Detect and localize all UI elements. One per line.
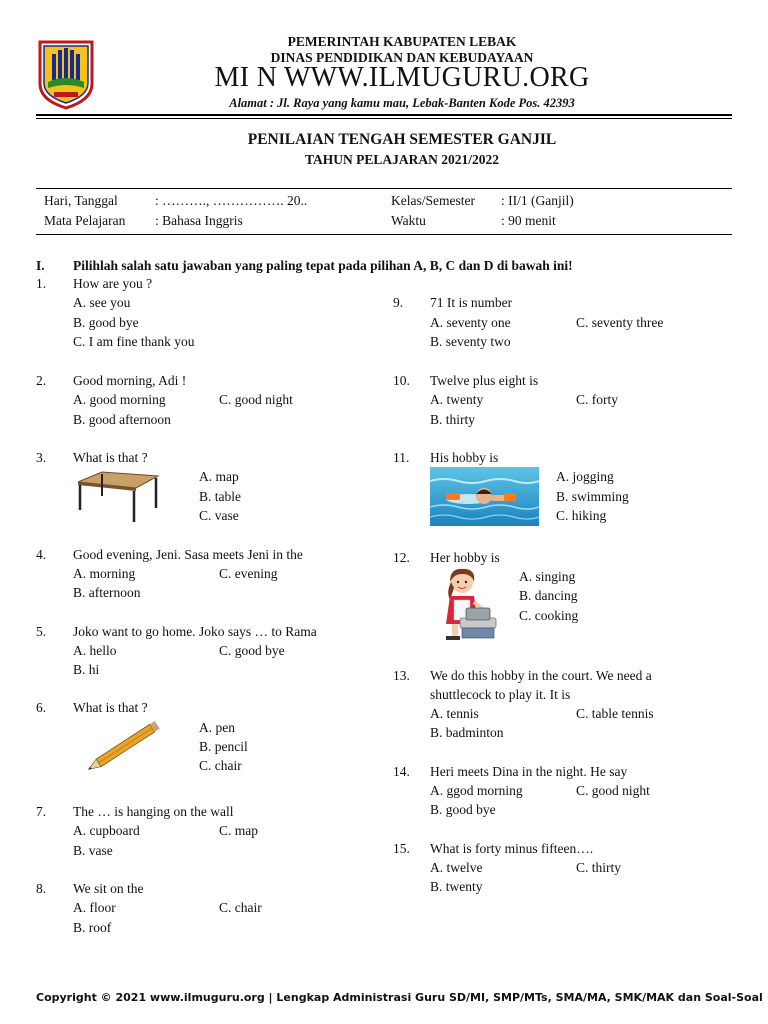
table-image — [74, 468, 160, 524]
info-rule-bottom — [36, 234, 732, 235]
q8-number: 8. — [36, 881, 47, 896]
q13-text-line2: shuttlecock to play it. It is — [430, 687, 571, 702]
q3-number: 3. — [36, 450, 47, 465]
q8-text: We sit on the — [73, 881, 144, 896]
q7-option-b: B. vase — [73, 843, 113, 858]
q12-number: 12. — [393, 550, 410, 565]
q14-option-b: B. good bye — [430, 802, 496, 817]
exam-year: TAHUN PELAJARAN 2021/2022 — [304, 152, 499, 167]
pencil-image — [80, 716, 168, 778]
q11-option-a: A. jogging — [556, 469, 614, 484]
header-department: DINAS PENDIDIKAN DAN KEBUDAYAAN — [270, 50, 534, 65]
q3-text: What is that ? — [73, 450, 148, 465]
subject-label: Mata Pelajaran — [44, 213, 126, 228]
q13-number: 13. — [393, 668, 410, 683]
q6-text: What is that ? — [73, 700, 148, 715]
q10-option-b: B. thirty — [430, 412, 476, 427]
q7-text: The … is hanging on the wall — [73, 804, 234, 819]
q4-text: Good evening, Jeni. Sasa meets Jeni in the — [73, 547, 303, 562]
q8-option-a: A. floor — [73, 900, 116, 915]
q1-option-c: C. I am fine thank you — [73, 334, 195, 349]
info-rule-top — [36, 188, 732, 189]
q2-option-b: B. good afternoon — [73, 412, 171, 427]
q10-text: Twelve plus eight is — [430, 373, 539, 388]
school-address: Alamat : Jl. Raya yang kamu mau, Lebak-Banten Kode Pos. 42393 — [229, 96, 575, 110]
class-value: : II/1 (Ganjil) — [501, 193, 574, 208]
q13-option-b: B. badminton — [430, 725, 504, 740]
q5-text: Joko want to go home. Joko says … to Rama — [73, 624, 317, 639]
q2-number: 2. — [36, 373, 47, 388]
q6-option-b: B. pencil — [199, 739, 248, 754]
q3-option-a: A. map — [199, 469, 239, 484]
q13-option-c: C. table tennis — [576, 706, 654, 721]
q10-option-c: C. forty — [576, 392, 618, 407]
q14-option-a: A. ggod morning — [430, 783, 523, 798]
swimming-image — [430, 467, 539, 526]
q1-option-a: A. see you — [73, 295, 131, 310]
q6-option-a: A. pen — [199, 720, 235, 735]
q8-option-b: B. roof — [73, 920, 112, 935]
instruction-text: Pilihlah salah satu jawaban yang paling tepat pada pilihan A, B, C dan D di bawah ini! — [73, 258, 573, 273]
q9-option-c: C. seventy three — [576, 315, 664, 330]
q9-text: 71 It is number — [430, 295, 513, 310]
q7-number: 7. — [36, 804, 47, 819]
header-government: PEMERINTAH KABUPATEN LEBAK — [287, 34, 517, 49]
q9-option-a: A. seventy one — [430, 315, 511, 330]
q2-text: Good morning, Adi ! — [73, 373, 187, 388]
class-label: Kelas/Semester — [391, 193, 475, 208]
q8-option-c: C. chair — [219, 900, 262, 915]
header-rule — [36, 114, 732, 116]
q14-number: 14. — [393, 764, 410, 779]
q5-option-a: A. hello — [73, 643, 117, 658]
q1-number: 1. — [36, 276, 47, 291]
q6-number: 6. — [36, 700, 47, 715]
instruction-number: I. — [36, 258, 45, 273]
q7-option-c: C. map — [219, 823, 258, 838]
q9-option-b: B. seventy two — [430, 334, 511, 349]
q12-text: Her hobby is — [430, 550, 500, 565]
q2-option-c: C. good night — [219, 392, 293, 407]
q4-option-c: C. evening — [219, 566, 278, 581]
subject-value: : Bahasa Inggris — [155, 213, 243, 228]
q5-option-b: B. hi — [73, 662, 100, 677]
q15-option-b: B. twenty — [430, 879, 483, 894]
q11-option-b: B. swimming — [556, 489, 629, 504]
school-name: MI N WWW.ILMUGURU.ORG — [214, 62, 590, 93]
q5-option-c: C. good bye — [219, 643, 285, 658]
q15-text: What is forty minus fifteen…. — [430, 841, 594, 856]
exam-title: PENILAIAN TENGAH SEMESTER GANJIL — [247, 131, 557, 148]
q3-option-c: C. vase — [199, 508, 239, 523]
cooking-girl-image — [432, 566, 500, 642]
q13-text: We do this hobby in the court. We need a — [430, 668, 652, 683]
header-rule-thin — [36, 118, 732, 119]
q11-number: 11. — [393, 450, 410, 465]
q2-option-a: A. good morning — [73, 392, 166, 407]
day-value: : ………., ……………. 20.. — [155, 193, 308, 208]
q9-number: 9. — [393, 295, 404, 310]
q15-option-a: A. twelve — [430, 860, 483, 875]
q1-text: How are you ? — [73, 276, 153, 291]
q4-option-a: A. morning — [73, 566, 136, 581]
q7-option-a: A. cupboard — [73, 823, 140, 838]
q3-option-b: B. table — [199, 489, 241, 504]
q6-option-c: C. chair — [199, 758, 242, 773]
q11-option-c: C. hiking — [556, 508, 607, 523]
q5-number: 5. — [36, 624, 47, 639]
copyright-footer: Copyright © 2021 www.ilmuguru.org | Lengkap Administrasi Guru SD/MI, SMP/MTs, SMA/MA, SMK/MAK dan Soal-Soal — [36, 991, 763, 1004]
q1-option-b: B. good bye — [73, 315, 139, 330]
q4-number: 4. — [36, 547, 47, 562]
q4-option-b: B. afternoon — [73, 585, 141, 600]
day-label: Hari, Tanggal — [44, 193, 118, 208]
q14-option-c: C. good night — [576, 783, 650, 798]
q13-option-a: A. tennis — [430, 706, 479, 721]
q15-option-c: C. thirty — [576, 860, 622, 875]
time-value: : 90 menit — [501, 213, 556, 228]
q15-number: 15. — [393, 841, 410, 856]
q11-text: His hobby is — [430, 450, 499, 465]
q10-number: 10. — [393, 373, 410, 388]
time-label: Waktu — [391, 213, 426, 228]
q14-text: Heri meets Dina in the night. He say — [430, 764, 628, 779]
q12-option-a: A. singing — [519, 569, 576, 584]
q12-option-b: B. dancing — [519, 588, 578, 603]
q12-option-c: C. cooking — [519, 608, 579, 623]
q10-option-a: A. twenty — [430, 392, 484, 407]
